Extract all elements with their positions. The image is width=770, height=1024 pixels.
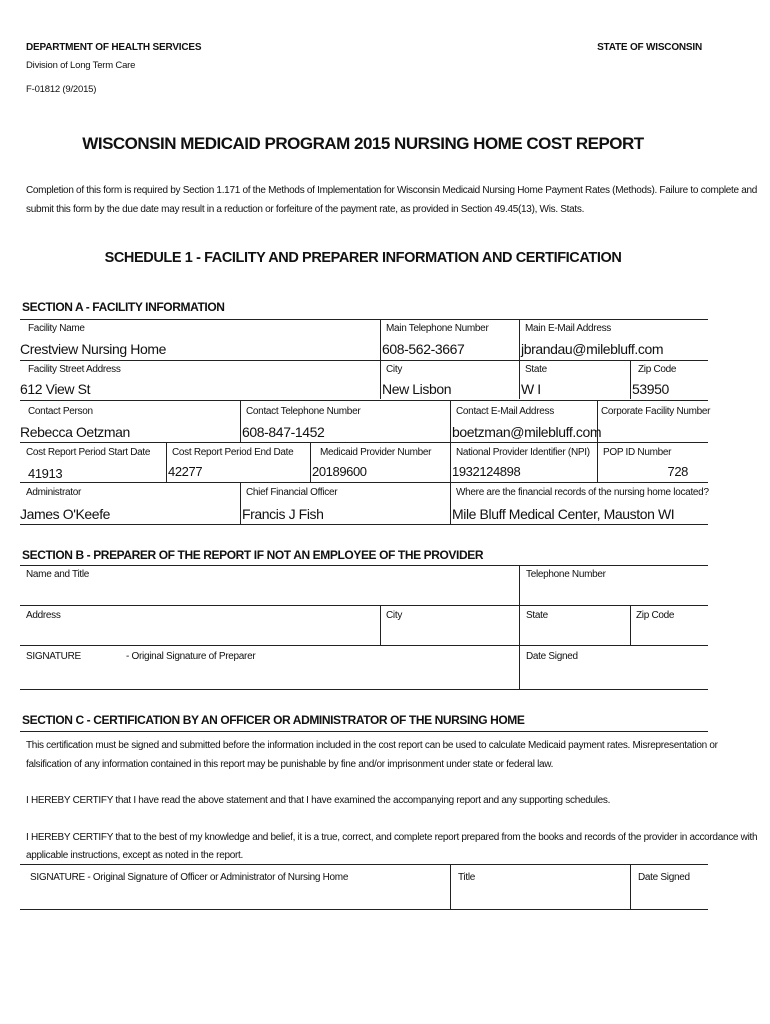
records-location-field[interactable]: Mile Bluff Medical Center, Mauston WI — [452, 506, 675, 522]
preparer-address-field[interactable] — [22, 624, 378, 644]
preparer-zip-label: Zip Code — [636, 610, 675, 621]
period-end-field[interactable]: 42277 — [168, 464, 203, 479]
preparer-date-signed-label: Date Signed — [526, 651, 578, 662]
preparer-date-signed-field[interactable] — [522, 666, 706, 688]
officer-date-signed-field[interactable] — [632, 886, 706, 908]
page-title: WISCONSIN MEDICAID PROGRAM 2015 NURSING HOME COST REPORT — [82, 134, 644, 153]
section-a-heading: SECTION A - FACILITY INFORMATION — [22, 300, 225, 314]
administrator-label: Administrator — [26, 487, 82, 498]
contact-phone-field[interactable]: 608-847-1452 — [242, 424, 325, 440]
preparer-city-field[interactable] — [382, 624, 518, 644]
period-start-label: Cost Report Period Start Date — [26, 447, 151, 458]
preparer-name-field[interactable] — [22, 584, 516, 604]
period-start-field[interactable]: 41913 — [28, 466, 63, 481]
form-number: F-01812 (9/2015) — [26, 84, 97, 95]
officer-title-label: Title — [458, 872, 476, 883]
preparer-signature-note: - Original Signature of Preparer — [126, 651, 256, 662]
officer-title-field[interactable] — [452, 886, 628, 908]
divider — [597, 400, 598, 482]
divider — [20, 524, 708, 525]
section-c-heading: SECTION C - CERTIFICATION BY AN OFFICER OR ADMINISTRATOR OF THE NURSING HOME — [22, 713, 525, 727]
divider — [20, 319, 708, 320]
divider — [20, 645, 708, 646]
divider — [20, 400, 708, 401]
preparer-city-label: City — [386, 610, 403, 621]
preparer-signature-field[interactable] — [22, 666, 516, 688]
main-email-field[interactable]: jbrandau@milebluff.com — [521, 341, 664, 357]
divider — [450, 400, 451, 524]
divider — [20, 864, 708, 865]
administrator-field[interactable]: James O'Keefe — [20, 506, 111, 522]
preparer-signature-label: SIGNATURE — [26, 651, 81, 662]
divider — [20, 605, 708, 606]
certification-statement-1: I HEREBY CERTIFY that I have read the above statement and that I have examined the accompanying report and any supporting schedules. — [26, 795, 611, 806]
pop-id-label: POP ID Number — [603, 447, 672, 458]
schedule-title: SCHEDULE 1 - FACILITY AND PREPARER INFORMATION AND CERTIFICATION — [104, 250, 622, 266]
divider — [20, 689, 708, 690]
npi-label: National Provider Identifier (NPI) — [456, 447, 590, 458]
divider — [20, 442, 708, 443]
contact-person-label: Contact Person — [28, 406, 93, 417]
certification-text-2: falsification of any information contained in this report may be punishable by fine and/or imprisonment under state or federal law. — [26, 759, 554, 770]
divider — [166, 442, 167, 482]
divider — [20, 565, 708, 566]
street-label: Facility Street Address — [28, 364, 121, 375]
records-location-label: Where are the financial records of the nursing home located? — [456, 487, 709, 498]
preparer-state-label: State — [526, 610, 548, 621]
officer-date-signed-label: Date Signed — [638, 872, 690, 883]
divider — [630, 864, 631, 909]
divider — [20, 482, 708, 483]
facility-name-label: Facility Name — [28, 323, 85, 334]
contact-email-field[interactable]: boetzman@milebluff.com — [452, 424, 602, 440]
period-end-label: Cost Report Period End Date — [172, 447, 294, 458]
intro-line-2: submit this form by the due date may result in a reduction or forfeiture of the payment rate, as provided in Section 49.45(13), Wis. Stats. — [26, 204, 585, 215]
contact-email-label: Contact E-Mail Address — [456, 406, 554, 417]
main-email-label: Main E-Mail Address — [525, 323, 611, 334]
provider-number-label: Medicaid Provider Number — [320, 447, 432, 458]
city-label: City — [386, 364, 403, 375]
officer-signature-label: SIGNATURE - Original Signature of Officer or Administrator of Nursing Home — [30, 872, 349, 883]
corporate-number-field[interactable] — [600, 424, 700, 440]
divider — [380, 319, 381, 399]
npi-field[interactable]: 1932124898 — [452, 464, 521, 479]
main-phone-label: Main Telephone Number — [386, 323, 489, 334]
cfo-label: Chief Financial Officer — [246, 487, 338, 498]
preparer-state-field[interactable] — [522, 624, 628, 644]
contact-phone-label: Contact Telephone Number — [246, 406, 361, 417]
provider-number-field[interactable]: 20189600 — [312, 464, 367, 479]
divider — [310, 442, 311, 482]
divider — [630, 360, 631, 399]
zip-label: Zip Code — [638, 364, 677, 375]
preparer-name-label: Name and Title — [26, 569, 90, 580]
intro-line-1: Completion of this form is required by Section 1.171 of the Methods of Implementation for Wisconsin Medicaid Nursing Home Payment Rates (Methods). Failure to complete and — [26, 185, 758, 196]
street-field[interactable]: 612 View St — [20, 381, 91, 397]
preparer-phone-field[interactable] — [522, 584, 706, 604]
department-name: DEPARTMENT OF HEALTH SERVICES — [26, 42, 202, 53]
divider — [20, 360, 708, 361]
state-label: State — [525, 364, 547, 375]
city-field[interactable]: New Lisbon — [382, 381, 452, 397]
cfo-field[interactable]: Francis J Fish — [242, 506, 324, 522]
section-b-heading: SECTION B - PREPARER OF THE REPORT IF NOT AN EMPLOYEE OF THE PROVIDER — [22, 548, 484, 562]
contact-person-field[interactable]: Rebecca Oetzman — [20, 424, 130, 440]
certification-text-1: This certification must be signed and submitted before the information included in the cost report can be used to calculate Medicaid payment rates. Misrepresentation or — [26, 740, 718, 751]
pop-id-field[interactable]: 728 — [667, 464, 688, 479]
main-phone-field[interactable]: 608-562-3667 — [382, 341, 465, 357]
facility-name-field[interactable]: Crestview Nursing Home — [20, 341, 167, 357]
preparer-phone-label: Telephone Number — [526, 569, 606, 580]
divider — [20, 909, 708, 910]
certification-statement-3: applicable instructions, except as noted in the report. — [26, 850, 243, 861]
divider — [630, 605, 631, 645]
divider — [519, 565, 520, 689]
divider — [519, 319, 520, 399]
division-name: Division of Long Term Care — [26, 60, 136, 71]
preparer-address-label: Address — [26, 610, 61, 621]
divider — [380, 605, 381, 645]
zip-field[interactable]: 53950 — [632, 381, 669, 397]
divider — [240, 400, 241, 442]
divider — [20, 731, 708, 732]
state-name: STATE OF WISCONSIN — [597, 42, 702, 53]
state-field[interactable]: W I — [521, 381, 541, 397]
divider — [450, 864, 451, 909]
divider — [240, 482, 241, 524]
officer-signature-field[interactable] — [22, 886, 448, 908]
certification-statement-2: I HEREBY CERTIFY that to the best of my knowledge and belief, it is a true, correct, and complete report prepared from the books and records of the provider in accordance with — [26, 832, 758, 843]
corporate-number-label: Corporate Facility Number — [601, 406, 711, 417]
preparer-zip-field[interactable] — [632, 624, 706, 644]
